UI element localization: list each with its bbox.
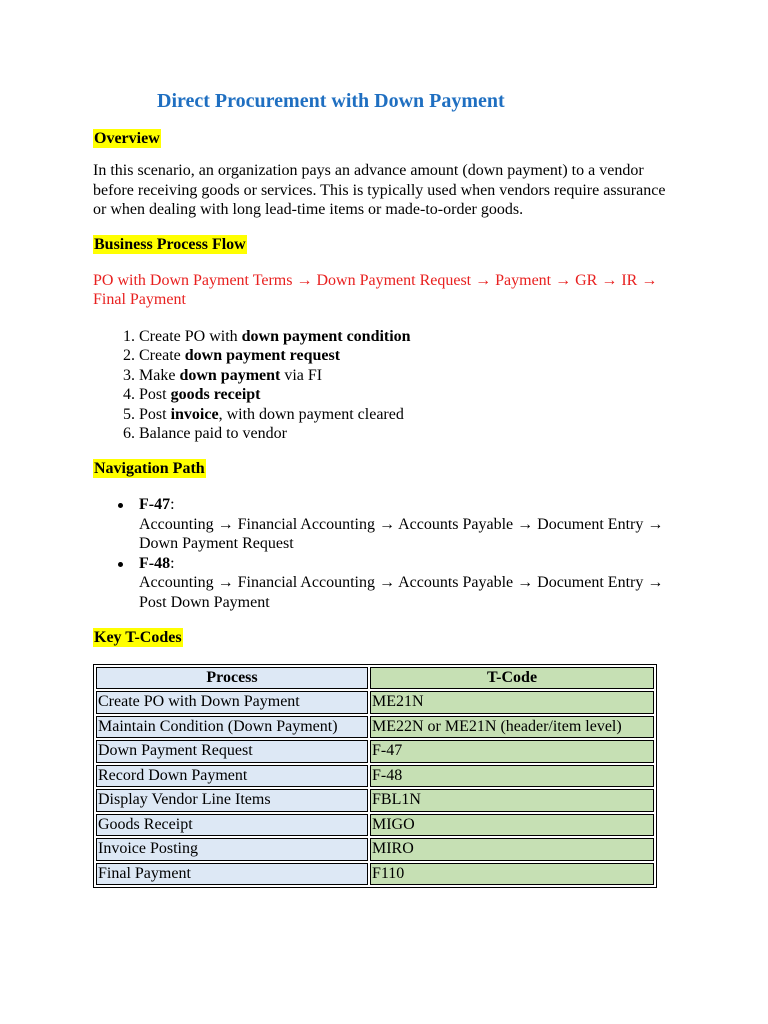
navigation-path: Accounting → Financial Accounting → Accounts Payable → Document Entry → Down Payment Request <box>139 515 664 553</box>
column-header-process: Process <box>96 667 368 690</box>
navigation-tcode: F-48 <box>139 554 171 572</box>
navigation-tcode: F-47 <box>139 496 171 514</box>
step-bold: down payment condition <box>241 327 411 345</box>
process-step <box>139 424 673 444</box>
process-flow-heading: Business Process Flow <box>94 235 246 253</box>
table-row <box>96 716 654 739</box>
process-steps-list <box>93 327 673 445</box>
process-step <box>139 405 673 425</box>
table-row <box>96 740 654 763</box>
document-page <box>93 88 673 888</box>
tcodes-heading: Key T-Codes <box>94 628 182 646</box>
column-header-tcode: T-Code <box>370 667 654 690</box>
tcodes-table <box>93 664 657 889</box>
step-text: Create PO with <box>139 327 242 345</box>
step-suffix: , with down payment cleared <box>218 405 404 423</box>
table-row <box>96 765 654 788</box>
table-header-row <box>96 667 654 690</box>
step-bold: down payment request <box>184 347 341 365</box>
step-text: Balance paid to vendor <box>139 425 287 443</box>
step-bold: goods receipt <box>170 386 261 404</box>
process-cell: Create PO with Down Payment <box>96 691 368 714</box>
tcode-cell: ME21N <box>370 691 654 714</box>
process-step <box>139 327 673 347</box>
table-row <box>96 789 654 812</box>
tcode-cell: F110 <box>370 863 654 886</box>
navigation-item: F-47: Accounting → Financial Accounting → Accounts Payable → Document Entry → Down Payment Request <box>139 495 673 554</box>
navigation-list <box>93 495 673 613</box>
table-row <box>96 863 654 886</box>
navigation-heading: Navigation Path <box>94 460 205 478</box>
overview-text: In this scenario, an organization pays an advance amount (down payment) to a vendor before receiving goods or services. This is typically used when vendors require assurance or when dealing with long lead-time items or made-to-order goods. <box>93 162 666 218</box>
tcode-cell: ME22N or ME21N (header/item level) <box>370 716 654 739</box>
table-row <box>96 838 654 861</box>
step-bold: down payment <box>179 366 281 384</box>
navigation-path: Accounting → Financial Accounting → Accounts Payable → Document Entry → Post Down Payment <box>139 574 664 612</box>
tcode-cell: MIRO <box>370 838 654 861</box>
step-text: Post <box>139 405 171 423</box>
tcode-cell: FBL1N <box>370 789 654 812</box>
navigation-item: F-48: Accounting → Financial Accounting → Accounts Payable → Document Entry → Post Down Payment <box>139 554 673 613</box>
document-title: Direct Procurement with Down Payment <box>157 90 505 112</box>
process-cell: Maintain Condition (Down Payment) <box>96 716 368 739</box>
process-cell: Goods Receipt <box>96 814 368 837</box>
process-step <box>139 385 673 405</box>
process-step <box>139 346 673 366</box>
table-row <box>96 814 654 837</box>
overview-heading: Overview <box>94 130 160 147</box>
tcode-cell: MIGO <box>370 814 654 837</box>
process-step <box>139 366 673 386</box>
process-cell: Record Down Payment <box>96 765 368 788</box>
step-text: Post <box>139 386 171 404</box>
process-flow-line: PO with Down Payment Terms → Down Payment Request → Payment → GR → IR → Final Payment <box>93 271 658 308</box>
step-suffix: via FI <box>280 366 323 384</box>
tcode-cell: F-47 <box>370 740 654 763</box>
step-text: Create <box>139 347 185 365</box>
process-cell: Down Payment Request <box>96 740 368 763</box>
process-cell: Final Payment <box>96 863 368 886</box>
step-text: Make <box>139 366 180 384</box>
process-cell: Display Vendor Line Items <box>96 789 368 812</box>
table-row <box>96 691 654 714</box>
step-bold: invoice <box>170 405 219 423</box>
tcode-cell: F-48 <box>370 765 654 788</box>
process-cell: Invoice Posting <box>96 838 368 861</box>
